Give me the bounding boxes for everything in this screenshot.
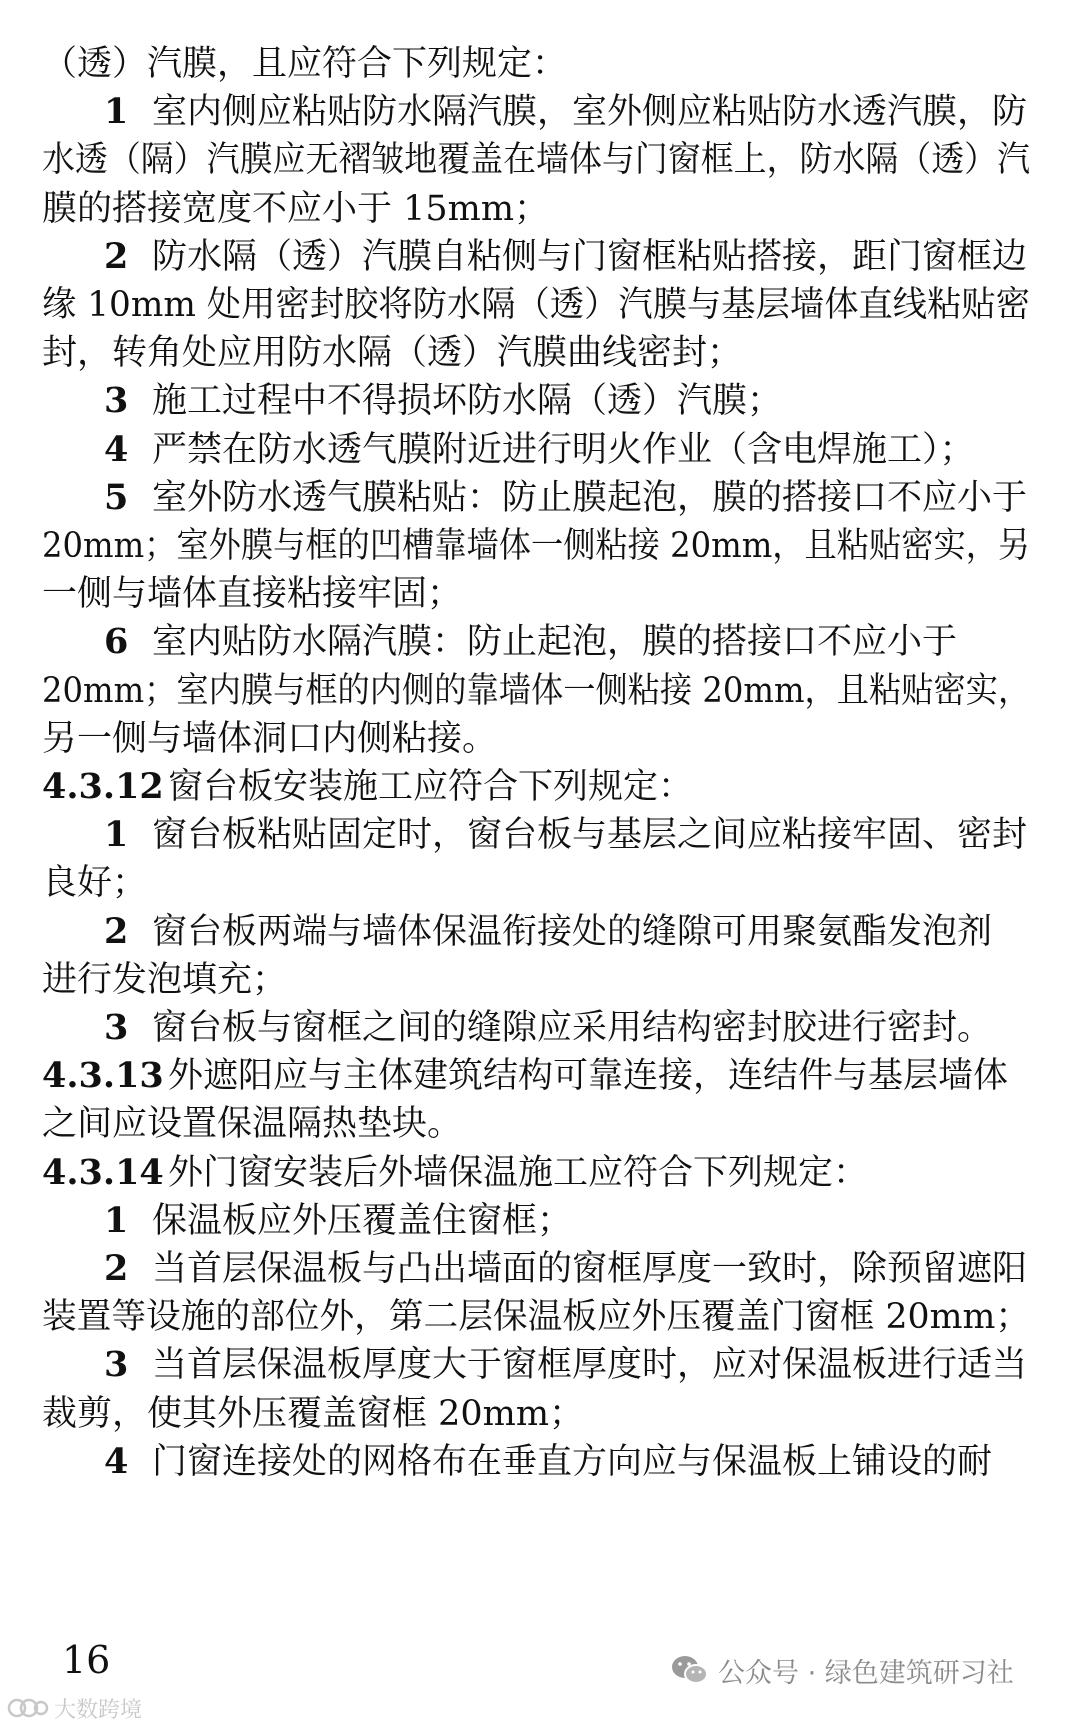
item-number: 3 bbox=[104, 1007, 129, 1048]
line-text: 窗台板与窗框之间的缝隙应采用结构密封胶进行密封。 bbox=[152, 1008, 993, 1048]
line-text: （透）汽膜，且应符合下列规定： bbox=[42, 44, 568, 84]
line-text: 外遮阳应与主体建筑结构可靠连接，连结件与基层墙体 bbox=[168, 1056, 1009, 1097]
text-line bbox=[0, 1149, 1080, 1197]
text-line bbox=[0, 329, 1080, 377]
page-number: 16 bbox=[62, 1638, 111, 1682]
wechat-watermark bbox=[670, 1650, 1014, 1690]
chain-logo-icon bbox=[6, 1696, 50, 1720]
line-text: 室内侧应粘贴防水隔汽膜，室外侧应粘贴防水透汽膜，防 bbox=[152, 92, 1028, 133]
line-text: 室外防水透气膜粘贴：防止膜起泡，膜的搭接口不应小于 bbox=[152, 477, 1028, 518]
text-line bbox=[0, 667, 1080, 715]
text-line bbox=[0, 474, 1080, 522]
corner-watermark bbox=[6, 1693, 142, 1723]
line-text: 室内贴防水隔汽膜：防止起泡，膜的搭接口不应小于 bbox=[152, 622, 958, 663]
text-line bbox=[0, 88, 1080, 136]
line-text: 20mm；室外膜与框的凹槽靠墙体一侧粘接 20mm，且粘贴密实，另 bbox=[42, 526, 1031, 566]
line-text: 水透（隔）汽膜应无褶皱地覆盖在墙体与门窗框上，防水隔（透）汽 bbox=[42, 140, 1031, 181]
section-number: 4.3.13 bbox=[42, 1055, 164, 1097]
item-number: 1 bbox=[104, 91, 129, 133]
item-number: 1 bbox=[104, 814, 129, 856]
line-text: 当首层保温板厚度大于窗框厚度时，应对保温板进行适当 bbox=[152, 1345, 1028, 1386]
line-text: 封，转角处应用防水隔（透）汽膜曲线密封； bbox=[42, 333, 743, 374]
line-text: 另一侧与墙体洞口内侧粘接。 bbox=[42, 718, 498, 759]
line-text: 之间应设置保温隔热垫块。 bbox=[42, 1104, 463, 1145]
line-text: 窗台板两端与墙体保温衔接处的缝隙可用聚氨酯发泡剂 bbox=[152, 911, 993, 952]
line-text: 外门窗安装后外墙保温施工应符合下列规定： bbox=[168, 1152, 869, 1193]
line-text: 进行发泡填充； bbox=[42, 959, 288, 1000]
line-text: 门窗连接处的网格布在垂直方向应与保温板上铺设的耐 bbox=[152, 1441, 993, 1482]
text-line bbox=[0, 377, 1080, 425]
text-line bbox=[0, 1004, 1080, 1052]
text-line bbox=[0, 281, 1080, 329]
line-text: 良好； bbox=[42, 863, 148, 904]
text-line bbox=[0, 522, 1080, 570]
text-line bbox=[0, 618, 1080, 666]
text-line bbox=[0, 1390, 1080, 1438]
text-line bbox=[0, 1293, 1080, 1341]
line-text: 缘 10mm 处用密封胶将防水隔（透）汽膜与基层墙体直线粘贴密 bbox=[42, 285, 1031, 325]
line-text: 保温板应外压覆盖住窗框； bbox=[152, 1200, 573, 1241]
item-number: 4 bbox=[104, 1440, 129, 1482]
item-number: 4 bbox=[104, 428, 129, 470]
text-line bbox=[0, 570, 1080, 618]
text-line bbox=[0, 1341, 1080, 1389]
line-text: 窗台板安装施工应符合下列规定： bbox=[168, 767, 694, 807]
line-text: 施工过程中不得损坏防水隔（透）汽膜； bbox=[152, 381, 783, 422]
item-number: 2 bbox=[104, 910, 129, 952]
line-text: 防水隔（透）汽膜自粘侧与门窗框粘贴搭接，距门窗框边 bbox=[152, 236, 1028, 277]
line-text: 膜的搭接宽度不应小于 15mm； bbox=[42, 188, 550, 229]
text-line bbox=[0, 233, 1080, 281]
text-line bbox=[0, 1052, 1080, 1100]
text-line bbox=[0, 1245, 1080, 1293]
text-line bbox=[0, 763, 1080, 811]
line-text: 一侧与墙体直接粘接牢固； bbox=[42, 574, 463, 615]
line-text: 窗台板粘贴固定时，窗台板与基层之间应粘接牢固、密封 bbox=[152, 815, 1028, 856]
text-line bbox=[0, 426, 1080, 474]
section-number: 4.3.14 bbox=[42, 1151, 164, 1193]
text-line bbox=[0, 956, 1080, 1004]
text-line bbox=[0, 136, 1080, 184]
item-number: 3 bbox=[104, 1344, 129, 1386]
item-number: 2 bbox=[104, 1248, 129, 1289]
text-line bbox=[0, 859, 1080, 907]
item-number: 5 bbox=[104, 476, 129, 518]
line-text: 严禁在防水透气膜附近进行明火作业（含电焊施工）； bbox=[152, 429, 975, 470]
wechat-icon bbox=[670, 1653, 710, 1687]
text-line bbox=[0, 715, 1080, 763]
line-text: 装置等设施的部位外，第二层保温板应外压覆盖门窗框 20mm； bbox=[42, 1297, 1031, 1338]
text-line bbox=[0, 1197, 1080, 1245]
section-number: 4.3.12 bbox=[42, 766, 164, 807]
text-line bbox=[0, 1438, 1080, 1486]
text-line bbox=[0, 811, 1080, 859]
text-line bbox=[0, 40, 1080, 88]
line-text: 当首层保温板与凸出墙面的窗框厚度一致时，除预留遮阳 bbox=[152, 1249, 1028, 1289]
item-number: 6 bbox=[104, 621, 129, 663]
line-text: 裁剪，使其外压覆盖窗框 20mm； bbox=[42, 1393, 585, 1434]
item-number: 2 bbox=[104, 235, 129, 277]
text-line bbox=[0, 185, 1080, 233]
item-number: 3 bbox=[104, 380, 129, 422]
corner-watermark-text: 大数跨境 bbox=[54, 1697, 143, 1723]
text-line bbox=[0, 1100, 1080, 1148]
item-number: 1 bbox=[104, 1199, 129, 1241]
text-line bbox=[0, 908, 1080, 956]
wechat-watermark-text: 公众号 · 绿色建筑研习社 bbox=[718, 1657, 1014, 1689]
line-text: 20mm；室内膜与框的内侧的靠墙体一侧粘接 20mm，且粘贴密实， bbox=[42, 670, 1031, 711]
